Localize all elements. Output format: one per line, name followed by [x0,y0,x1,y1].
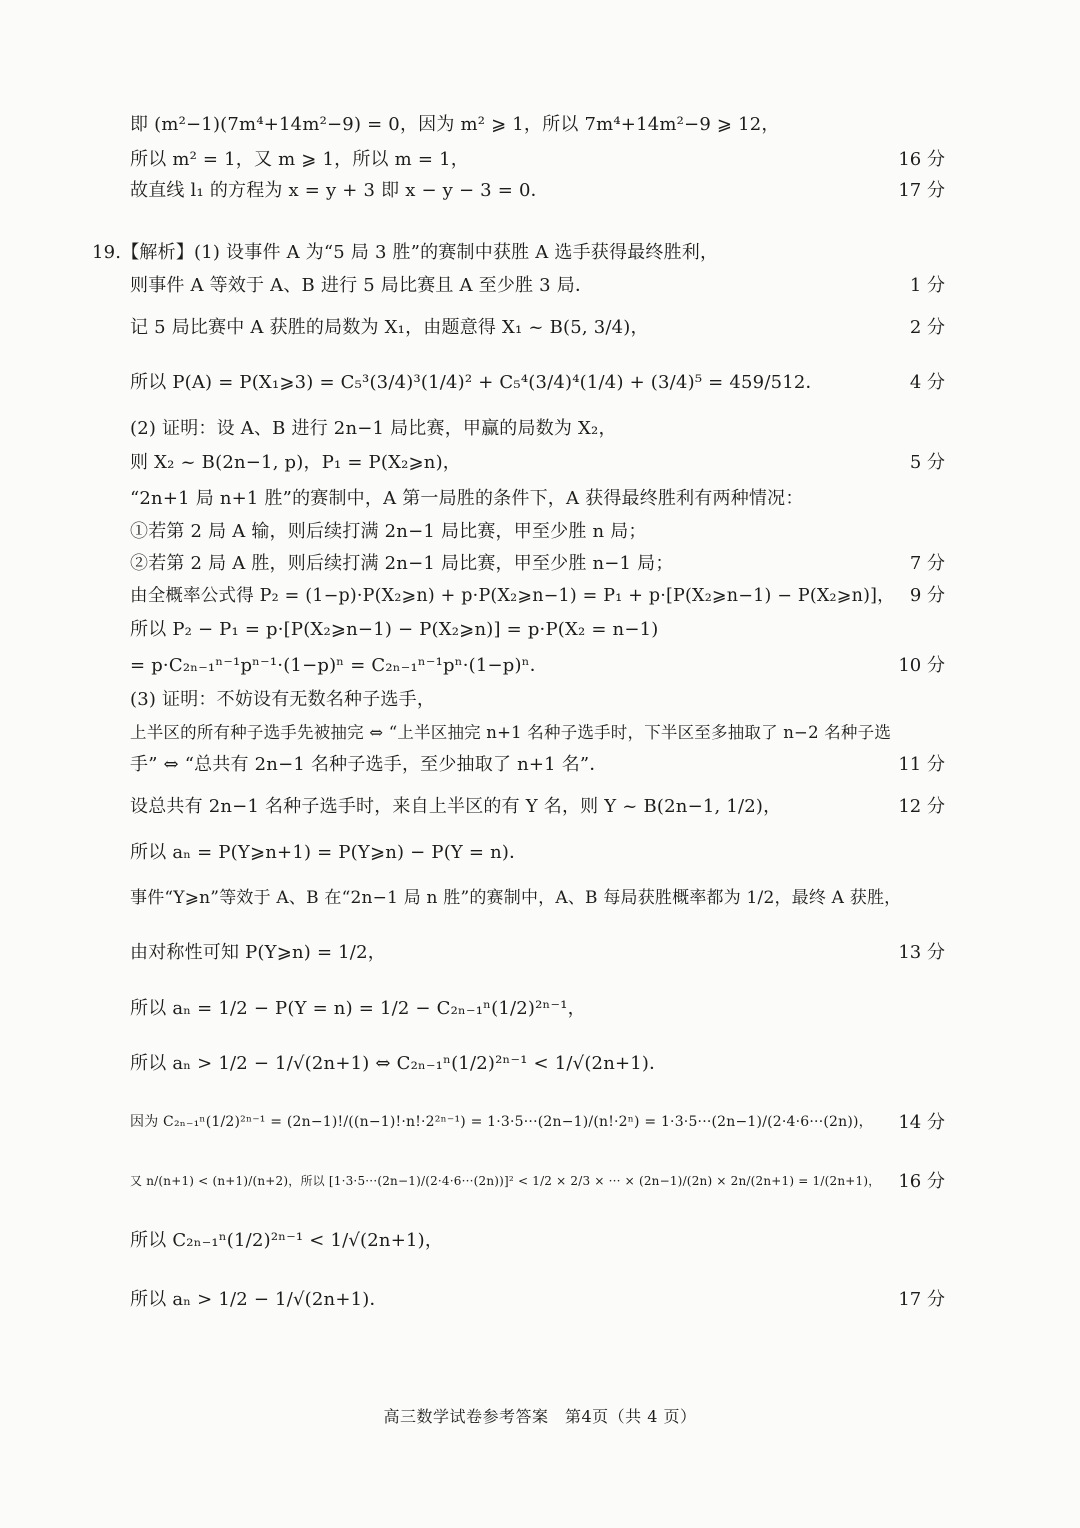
solution-text: 则事件 A 等效于 A、B 进行 5 局比赛且 A 至少胜 3 局． [130,275,594,296]
solution-line [130,1045,945,1079]
score-mark: 14 分 [898,1112,945,1133]
solution-line [130,934,945,968]
solution-line [130,1104,945,1138]
solution-text: 设总共有 2n−1 名种子选手时，来自上半区的有 Y 名，则 Y ~ B(2n−1, 1/2)， [130,796,782,817]
solution-text: “2n+1 局 n+1 胜”的赛制中，A 第一局胜的条件下，A 获得最终胜利有两种情况： [130,488,804,509]
solution-line [130,141,945,175]
score-mark: 11 分 [898,754,945,775]
solution-line [130,1281,945,1315]
solution-text: 上半区的所有种子选手先被抽完 ⇔ “上半区抽完 n+1 名种子选手时，下半区至多抽取了 n−2 名种子选 [130,723,892,742]
score-mark: 17 分 [898,1289,945,1310]
solution-text: 所以 m² = 1，又 m ⩾ 1，所以 m = 1， [130,149,469,170]
solution-text: 故直线 l₁ 的方程为 x = y + 3 即 x − y − 3 = 0． [130,180,549,201]
score-mark: 9 分 [909,585,945,606]
solution-text: 又 n/(n+1) < (n+1)/(n+2)，所以 [1·3·5···(2n−1)/(2·4·6···(2n))]² < 1/2 × 2/3 × ··· × (2n−1)/(2n) × 2n/(2n+1) = 1/(2n+1)， [130,1173,881,1188]
solution-text: 事件“Y⩾n”等效于 A、B 在“2n−1 局 n 胜”的赛制中，A、B 每局获胜概率都为 1/2，最终 A 获胜， [130,887,902,908]
solution-line [130,444,945,478]
solution-line [130,647,945,681]
solution-line [130,309,945,343]
score-mark: 7 分 [909,553,945,574]
solution-text: 由对称性可知 P(Y⩾n) = 1/2， [130,942,386,963]
solution-line [130,267,945,301]
score-mark: 1 分 [909,275,945,296]
score-mark: 12 分 [898,796,945,817]
solution-line [130,1222,945,1256]
solution-text: (2) 证明：设 A、B 进行 2n−1 局比赛，甲赢的局数为 X₂， [130,418,617,439]
score-mark: 16 分 [898,1171,945,1192]
solution-line [130,106,945,140]
solution-line [130,364,945,398]
solution-line [130,834,945,868]
score-mark: 5 分 [909,452,945,473]
solution-line [130,788,945,822]
score-mark: 4 分 [909,372,945,393]
solution-line [130,172,945,206]
solution-line [130,714,960,748]
solution-text: ①若第 2 局 A 输，则后续打满 2n−1 局比赛，甲至少胜 n 局； [130,521,647,542]
score-mark: 10 分 [898,655,945,676]
problem-19-heading [92,234,945,268]
solution-text: ②若第 2 局 A 胜，则后续打满 2n−1 局比赛，甲至少胜 n−1 局； [130,553,674,574]
solution-text: 所以 P(A) = P(X₁⩾3) = C₅³(3/4)³(1/4)² + C₅⁴(3/4)⁴(1/4) + (3/4)⁵ = 459/512． [130,372,824,393]
solution-text: 因为 C₂ₙ₋₁ⁿ(1/2)²ⁿ⁻¹ = (2n−1)!/((n−1)!·n!·2²ⁿ⁻¹) = 1·3·5···(2n−1)/(n!·2ⁿ) = 1·3·5···(2n−1)/(2·4·6···(2n))， [130,1114,873,1130]
solution-text: 则 X₂ ~ B(2n−1, p)，P₁ = P(X₂⩾n)， [130,452,462,473]
solution-text: 所以 C₂ₙ₋₁ⁿ(1/2)²ⁿ⁻¹ < 1/√(2n+1)， [130,1230,444,1251]
solution-text: (3) 证明：不妨设有无数名种子选手， [130,689,436,710]
solution-text: 所以 aₙ > 1/2 − 1/√(2n+1) ⇔ C₂ₙ₋₁ⁿ(1/2)²ⁿ⁻¹ < 1/√(2n+1)． [130,1053,668,1074]
solution-text: 即 (m²−1)(7m⁴+14m²−9) = 0，因为 m² ⩾ 1，所以 7m⁴+14m²−9 ⩾ 12， [130,114,780,135]
score-mark: 17 分 [898,180,945,201]
solution-line [130,1163,945,1197]
solution-line [130,746,945,780]
solution-line [130,878,960,912]
solution-line [130,577,945,611]
solution-text: 手” ⇔ “总共有 2n−1 名种子选手，至少抽取了 n+1 名”． [130,754,608,775]
score-mark: 13 分 [898,942,945,963]
solution-text: 记 5 局比赛中 A 获胜的局数为 X₁，由题意得 X₁ ~ B(5, 3/4)， [130,317,649,338]
solution-text: = p·C₂ₙ₋₁ⁿ⁻¹pⁿ⁻¹·(1−p)ⁿ = C₂ₙ₋₁ⁿ⁻¹pⁿ·(1−p)ⁿ． [130,655,548,676]
score-mark: 2 分 [909,317,945,338]
solution-text: 由全概率公式得 P₂ = (1−p)·P(X₂⩾n) + p·P(X₂⩾n−1) = P₁ + p·[P(X₂⩾n−1) − P(X₂⩾n)]， [130,585,895,606]
solution-line [130,611,945,645]
solution-line [130,513,945,547]
solution-text: 所以 aₙ = 1/2 − P(Y = n) = 1/2 − C₂ₙ₋₁ⁿ(1/2)²ⁿ⁻¹， [130,998,586,1019]
solution-text: 所以 P₂ − P₁ = p·[P(X₂⩾n−1) − P(X₂⩾n)] = p·P(X₂ = n−1) [130,619,659,640]
solution-line [130,681,945,715]
solution-line [130,410,945,444]
solution-line [130,545,945,579]
page-footer: 高三数学试卷参考答案 第4页（共 4 页） [383,1407,697,1426]
solution-text: 所以 aₙ = P(Y⩾n+1) = P(Y⩾n) − P(Y = n)． [130,842,528,863]
score-mark: 16 分 [898,149,945,170]
solution-text: 19.【解析】(1) 设事件 A 为“5 局 3 胜”的赛制中获胜 A 选手获得最终胜利， [92,242,719,263]
solution-text: 所以 aₙ > 1/2 − 1/√(2n+1)． [130,1289,388,1310]
solution-line [130,480,945,514]
solution-line [130,990,945,1024]
